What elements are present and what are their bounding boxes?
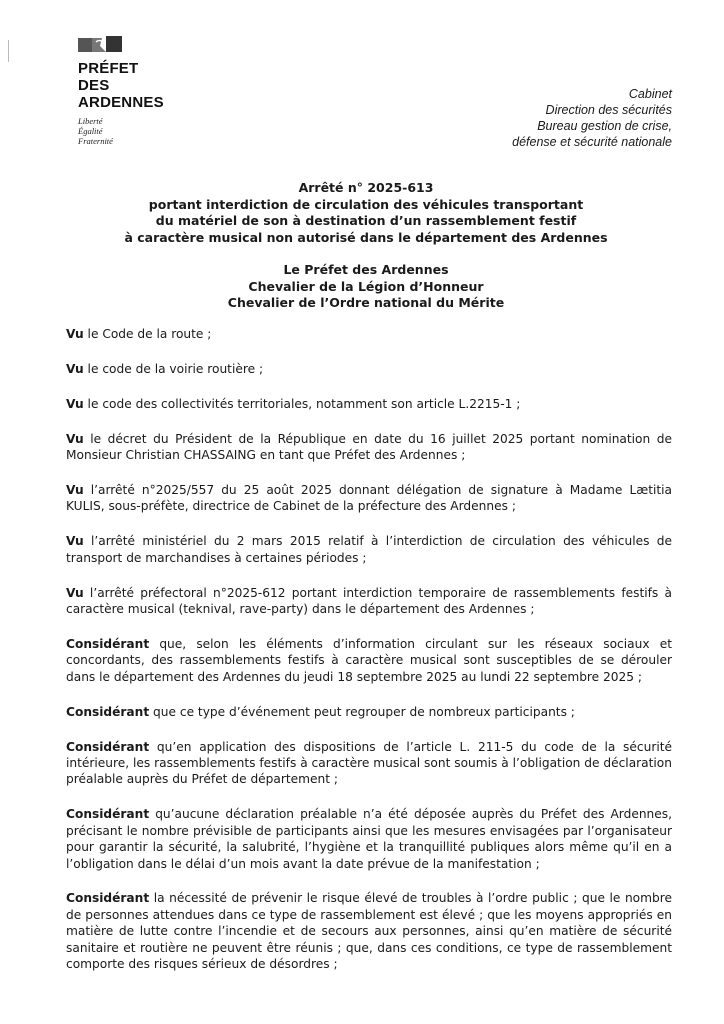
service-line: Direction des sécurités xyxy=(545,103,672,117)
recital-keyword: Vu xyxy=(66,327,84,341)
decree-title xyxy=(60,180,672,246)
decree-number: Arrêté n° 2025-613 xyxy=(298,180,434,195)
recital-paragraph xyxy=(66,431,672,464)
prefect-block xyxy=(60,262,672,312)
issuing-service xyxy=(512,86,672,150)
recital-paragraph xyxy=(66,585,672,618)
recital-keyword: Vu xyxy=(66,534,84,549)
recital-keyword: Vu xyxy=(66,585,84,600)
recital-text: l’arrêté n°2025/557 du 25 août 2025 donnant délégation de signature à Madame Lætitia KULIS, sous-préfète, directrice de Cabinet de la préfecture des Ardennes ; xyxy=(66,483,672,514)
recital-paragraph xyxy=(66,361,672,377)
decree-title-line: portant interdiction de circulation des véhicules transportant xyxy=(148,196,584,212)
recital-keyword: Vu xyxy=(66,396,84,411)
logo-title xyxy=(78,60,198,111)
recital-keyword: Vu xyxy=(66,431,84,446)
recital-paragraph xyxy=(66,396,672,412)
considering-text: la nécessité de prévenir le risque élevé de troubles à l’ordre public ; que le nombre de personnes attendues dans ce type de rassemblement est élevé ; que les moyens appropriés en matière de lutte contre l’incendie et de secours aux personnes, ainsi qu’en matière de sécurité sanitaire et routière ne peuvent être réunis ; que, dans ces conditions, ce type de rassemblement comporte des risques sérieux de désordres ; xyxy=(66,891,672,972)
considering-paragraph xyxy=(66,704,672,720)
considering-paragraph xyxy=(66,890,672,972)
considering-text: qu’en application des dispositions de l’article L. 211-5 du code de la sécurité intérieure, les rassemblements festifs à caractère musical sont soumis à l’obligation de déclaration préalable auprès du Préfet de département ; xyxy=(66,739,672,787)
recital-paragraph xyxy=(66,326,672,342)
considering-paragraph xyxy=(66,636,672,685)
recital-paragraph xyxy=(66,533,672,566)
prefect-line: Chevalier de l’Ordre national du Mérite xyxy=(227,295,505,310)
decree-title-line: du matériel de son à destination d’un rassemblement festif xyxy=(155,213,577,228)
recital-text: le décret du Président de la République en date du 16 juillet 2025 portant nomination de Monsieur Christian CHASSAING en tant que Préfet des Ardennes ; xyxy=(66,431,672,463)
decree-body xyxy=(66,326,672,991)
considering-paragraph xyxy=(66,806,672,872)
considering-text: qu’aucune déclaration préalable n’a été déposée auprès du Préfet des Ardennes, précisant le nombre prévisible de participants ainsi que les mesures envisagées par l’organisateur pour garantir la sécurité, la salubrité, l’hygiène et la tranquillité publiques alors même qu’il en a l’obligation dans le délai d’un mois avant la date prévue de la manifestation ; xyxy=(66,807,672,871)
prefect-line: Chevalier de la Légion d’Honneur xyxy=(248,278,484,294)
logo-line-1: PRÉFET xyxy=(78,60,139,77)
considering-keyword: Considérant xyxy=(66,891,150,906)
prefecture-logo xyxy=(78,34,198,146)
considering-keyword: Considérant xyxy=(66,704,150,719)
logo-line-2: DES ARDENNES xyxy=(78,77,164,111)
prefect-line: Le Préfet des Ardennes xyxy=(283,262,449,277)
considering-keyword: Considérant xyxy=(66,739,150,754)
recital-keyword: Vu xyxy=(66,361,84,376)
decree-title-line: à caractère musical non autorisé dans le département des Ardennes xyxy=(124,229,608,245)
recital-text: l’arrêté ministériel du 2 mars 2015 relatif à l’interdiction de circulation des véhicules de transport de marchandises à certaines périodes ; xyxy=(66,534,672,565)
service-line: Cabinet xyxy=(628,87,672,101)
motto-fraternite: Fraternité xyxy=(78,136,113,146)
scan-mark xyxy=(8,40,9,62)
recital-text: le Code de la route ; xyxy=(83,327,212,341)
service-line: Bureau gestion de crise, xyxy=(537,119,672,133)
considering-text: que ce type d’événement peut regrouper de nombreux participants ; xyxy=(149,704,575,719)
republic-motto xyxy=(78,116,198,146)
marianne-logo-icon xyxy=(78,34,122,54)
considering-keyword: Considérant xyxy=(66,807,150,822)
considering-keyword: Considérant xyxy=(66,636,150,651)
recital-paragraph xyxy=(66,482,672,515)
recital-text: l’arrêté préfectoral n°2025-612 portant interdiction temporaire de rassemblements festifs à caractère musical (teknival, rave-party) dans le département des Ardennes ; xyxy=(66,585,672,617)
considering-text: que, selon les éléments d’information circulant sur les réseaux sociaux et concordants, des rassemblements festifs à caractère musical sont susceptibles de se dérouler dans le département des Ardennes du jeudi 18 septembre 2025 au lundi 22 septembre 2025 ; xyxy=(66,636,672,684)
recital-text: le code des collectivités territoriales, notamment son article L.2215-1 ; xyxy=(83,396,521,411)
considering-paragraph xyxy=(66,739,672,788)
recital-text: le code de la voirie routière ; xyxy=(83,361,264,376)
recital-keyword: Vu xyxy=(66,483,84,498)
motto-egalite: Égalité xyxy=(78,126,103,136)
service-line: défense et sécurité nationale xyxy=(512,135,672,149)
motto-liberte: Liberté xyxy=(78,116,103,126)
